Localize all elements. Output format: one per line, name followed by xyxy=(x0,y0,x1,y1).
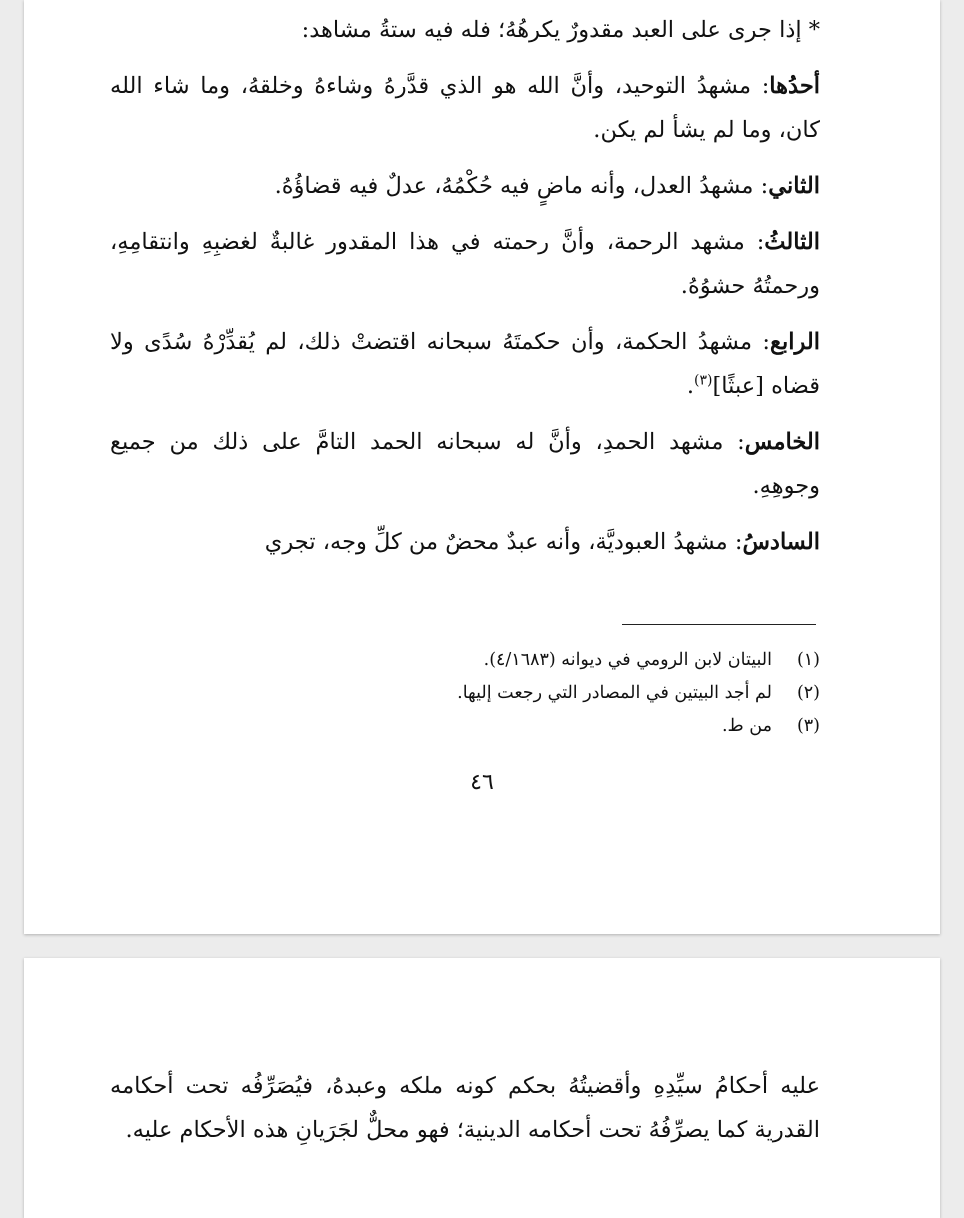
paragraph-first-scene xyxy=(110,64,820,152)
paragraph-lead: أحدُها xyxy=(769,73,820,99)
footnote-item xyxy=(110,644,820,677)
footnote-reference: (٣) xyxy=(694,372,713,389)
paragraph-text: : مشهدُ الحكمة، وأن حكمتَهُ سبحانه اقتضتْ ذلك، لم يُقدِّرْهُ سُدًى ولا قضاه [عبثًا] xyxy=(110,329,820,399)
book-page-next xyxy=(24,958,940,1218)
paragraph-fourth-scene xyxy=(110,320,820,408)
paragraph-text: : مشهد الرحمة، وأنَّ رحمته في هذا المقدور غالبةٌ لغضبِهِ وانتقامِهِ، ورحمتُهُ حشوُهُ. xyxy=(110,229,820,299)
paragraph-sixth-scene xyxy=(110,520,820,564)
footnote-text: من ط. xyxy=(721,716,772,736)
paragraph-continuation: عليه أحكامُ سيِّدِهِ وأقضيتُهُ بحكم كونه ملكه وعبدهُ، فيُصَرِّفُه تحت أحكامه القدرية كما يصرِّفُهُ تحت أحكامه الدينية؛ فهو محلٌّ لجَرَيانِ هذه الأحكام عليه. xyxy=(110,1073,820,1143)
footnote-text: البيتان لابن الرومي في ديوانه (٤/١٦٨٣). xyxy=(483,650,772,670)
paragraph-text: : مشهد الحمدِ، وأنَّ له سبحانه الحمد التامَّ على ذلك من جميع وجوهِهِ. xyxy=(110,429,820,499)
paragraph-lead: الثالثُ xyxy=(764,229,820,255)
paragraph-second-scene xyxy=(110,164,820,208)
footnote-number: (٣) xyxy=(796,716,820,736)
book-page-46 xyxy=(24,0,940,934)
continuation-text xyxy=(110,1064,820,1152)
paragraph-lead: الخامس xyxy=(744,429,820,455)
footnote-text: لم أجد البيتين في المصادر التي رجعت إليها. xyxy=(457,683,772,703)
paragraph-text: : مشهدُ العدل، وأنه ماضٍ فيه حُكْمُهُ، عدلٌ فيه قضاؤُهُ. xyxy=(274,173,769,199)
paragraph-intro xyxy=(110,8,820,52)
footnote-number: (١) xyxy=(796,650,820,670)
paragraph-text-end: . xyxy=(686,373,695,399)
paragraph-fifth-scene xyxy=(110,420,820,508)
paragraph-text: * إذا جرى على العبد مقدورٌ يكرهُهُ؛ فله فيه ستةُ مشاهد: xyxy=(301,17,820,43)
footnote-item xyxy=(110,677,820,710)
page-number: ٤٦ xyxy=(470,770,494,795)
paragraph-lead: السادسُ xyxy=(742,529,820,555)
footnotes xyxy=(110,644,820,743)
paragraph-text: : مشهدُ التوحيد، وأنَّ الله هو الذي قدَّرهُ وشاءهُ وخلقهُ، وما شاء الله كان، وما لم يشأ لم يكن. xyxy=(110,73,820,143)
paragraph-lead: الثاني xyxy=(768,173,820,199)
main-text xyxy=(110,8,820,564)
paragraph-lead: الرابع xyxy=(769,329,820,355)
footnote-number: (٢) xyxy=(796,683,820,703)
footnote-item xyxy=(110,710,820,743)
paragraph-text: : مشهدُ العبوديَّة، وأنه عبدٌ محضٌ من كلِّ وجه، تجري xyxy=(264,529,743,555)
paragraph-third-scene xyxy=(110,220,820,308)
footnote-divider xyxy=(622,624,816,625)
